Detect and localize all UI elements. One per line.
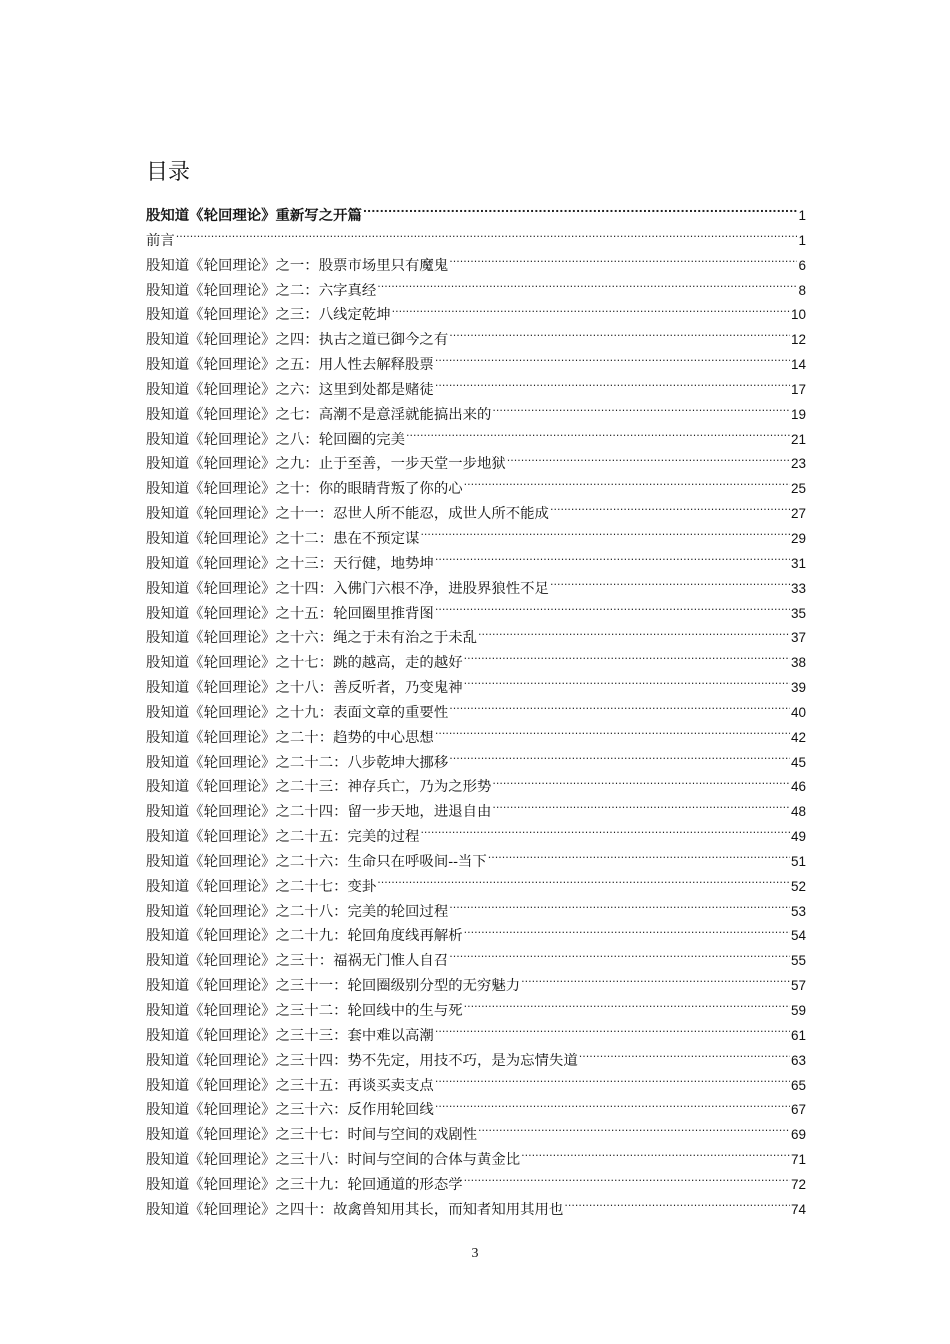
toc-entry-page: 14 (790, 357, 806, 373)
toc-title: 目录 (146, 160, 191, 185)
toc-entry-title: 股知道《轮回理论》之十六：绳之于未有治之于未乱 (146, 630, 477, 647)
toc-entry-page: 65 (790, 1077, 806, 1093)
toc-entry-title: 股知道《轮回理论》之二十七：变卦 (146, 878, 377, 895)
toc-entry[interactable] (146, 577, 806, 602)
toc-entry[interactable] (146, 1198, 806, 1223)
toc-entry-title: 股知道《轮回理论》之十八：善反听者，乃变鬼神 (146, 680, 463, 697)
toc-entry[interactable] (146, 1148, 806, 1173)
toc-entry[interactable] (146, 651, 806, 676)
toc-entry-page: 38 (790, 655, 806, 671)
toc-entry-page: 39 (790, 680, 806, 696)
toc-entry-page: 51 (790, 853, 806, 869)
toc-entry-page: 27 (790, 506, 806, 522)
dot-leader (420, 827, 790, 841)
dot-leader (420, 529, 790, 543)
toc-entry-title: 股知道《轮回理论》之二十八：完美的轮回过程 (146, 903, 449, 920)
dot-leader (492, 802, 790, 816)
toc-entry-title: 股知道《轮回理论》之六：这里到处都是赌徒 (146, 381, 434, 398)
toc-entry[interactable] (146, 378, 806, 403)
toc-entry-title: 股知道《轮回理论》之三十二：轮回线中的生与死 (146, 1003, 463, 1019)
toc-entry-title: 股知道《轮回理论》之十九：表面文章的重要性 (146, 704, 449, 721)
toc-entry-title: 股知道《轮回理论》之四：执古之道已御今之有 (146, 332, 449, 349)
toc-entry[interactable] (146, 602, 806, 627)
dot-leader (176, 230, 798, 244)
toc-entry-page: 12 (790, 332, 806, 348)
toc-entry[interactable] (146, 726, 806, 751)
toc-entry-title: 股知道《轮回理论》之十：你的眼睛背叛了你的心 (146, 481, 463, 498)
dot-leader (377, 280, 797, 294)
toc-entry[interactable] (146, 279, 806, 304)
dot-leader (449, 752, 790, 766)
toc-entry-title: 股知道《轮回理论》之十五：轮回圈里推背图 (146, 605, 434, 622)
dot-leader (435, 1075, 790, 1089)
toc-entry[interactable] (146, 999, 806, 1024)
toc-entry-title: 股知道《轮回理论》之二十：趋势的中心思想 (146, 729, 434, 746)
toc-entry-page: 19 (790, 406, 806, 422)
toc-entry-page: 53 (790, 903, 806, 919)
toc-entry-title: 股知道《轮回理论》之三十四：势不先定，用技不巧，是为忘情失道 (146, 1052, 578, 1069)
toc-entry[interactable] (146, 353, 806, 378)
toc-entry-title: 股知道《轮回理论》之八：轮回圈的完美 (146, 431, 406, 448)
dot-leader (464, 678, 790, 692)
toc-entry-page: 31 (790, 555, 806, 571)
toc-entry[interactable] (146, 1024, 806, 1049)
dot-leader (521, 1150, 790, 1164)
toc-entry[interactable] (146, 676, 806, 701)
toc-entry-title: 股知道《轮回理论》之三十七：时间与空间的戏剧性 (146, 1127, 477, 1144)
dot-leader (478, 1125, 790, 1139)
toc-entry-title: 股知道《轮回理论》之二十六：生命只在呼吸间--当下 (146, 853, 487, 870)
toc-entry[interactable] (146, 403, 806, 428)
toc-entry-page: 63 (790, 1052, 806, 1068)
toc-entry[interactable] (146, 254, 806, 279)
toc-entry[interactable] (146, 527, 806, 552)
dot-leader (478, 628, 790, 642)
toc-entry-page: 61 (790, 1027, 806, 1043)
dot-leader (492, 404, 790, 418)
toc-entry-page: 21 (790, 431, 806, 447)
dot-leader (435, 727, 790, 741)
dot-leader (464, 1175, 790, 1189)
toc-entry-page: 29 (790, 530, 806, 546)
toc-entry-page: 35 (790, 605, 806, 621)
toc-entry-page: 71 (790, 1152, 806, 1168)
toc-entry-page: 1 (798, 232, 806, 248)
toc-entry[interactable] (146, 477, 806, 502)
toc-entry[interactable] (146, 328, 806, 353)
page-number: 3 (471, 1246, 479, 1261)
toc-entry-page: 55 (790, 953, 806, 969)
dot-leader (435, 380, 790, 394)
toc-entry[interactable] (146, 949, 806, 974)
toc-entry[interactable] (146, 775, 806, 800)
toc-entry-title: 股知道《轮回理论》之三：八线定乾坤 (146, 307, 391, 324)
toc-entry-title: 股知道《轮回理论》之五：用人性去解释股票 (146, 357, 434, 374)
dot-leader (464, 479, 790, 493)
toc-entry-page: 59 (790, 1003, 806, 1018)
toc-entry[interactable] (146, 229, 806, 254)
toc-entry[interactable] (146, 974, 806, 999)
toc-entry-page: 37 (790, 630, 806, 646)
toc-entry-page: 48 (790, 804, 806, 820)
toc-entry[interactable] (146, 924, 806, 949)
toc-entry[interactable] (146, 428, 806, 453)
toc-entry-title: 股知道《轮回理论》之三十五：再谈买卖支点 (146, 1077, 434, 1094)
toc-entry-page: 6 (798, 257, 806, 273)
toc-list (146, 204, 806, 1223)
toc-entry-title: 股知道《轮回理论》之四十：故禽兽知用其长，而知者知用其用也 (146, 1201, 564, 1218)
toc-entry-page: 46 (790, 779, 806, 795)
dot-leader (449, 702, 790, 716)
dot-leader (435, 1100, 790, 1114)
toc-entry-page: 45 (790, 754, 806, 770)
dot-leader (449, 951, 790, 965)
toc-entry-title: 股知道《轮回理论》之二十三：神存兵亡，乃为之形势 (146, 779, 492, 796)
dot-leader (435, 1025, 790, 1039)
toc-entry[interactable] (146, 875, 806, 900)
dot-leader (464, 1001, 790, 1015)
toc-entry-title: 股知道《轮回理论》之二十九：轮回角度线再解析 (146, 928, 463, 945)
dot-leader (449, 330, 790, 344)
toc-entry-title: 股知道《轮回理论》之二：六字真经 (146, 282, 377, 299)
toc-entry-title: 股知道《轮回理论》之三十三：套中难以高潮 (146, 1027, 434, 1044)
dot-leader (521, 976, 790, 990)
dot-leader (564, 1199, 790, 1213)
dot-leader (363, 206, 798, 220)
dot-leader (377, 876, 790, 890)
toc-entry[interactable] (146, 825, 806, 850)
toc-entry-page: 8 (798, 282, 806, 298)
toc-entry-page: 49 (790, 829, 806, 845)
toc-entry-page: 74 (790, 1201, 806, 1217)
toc-entry[interactable] (146, 701, 806, 726)
toc-entry[interactable] (146, 626, 806, 651)
toc-entry-title: 股知道《轮回理论》之十七：跳的越高，走的越好 (146, 655, 463, 672)
toc-entry-page: 54 (790, 928, 806, 944)
toc-entry-page: 23 (790, 456, 806, 472)
toc-entry-title: 股知道《轮回理论》之七：高潮不是意淫就能搞出来的 (146, 406, 492, 423)
dot-leader (492, 777, 790, 791)
toc-entry-title: 股知道《轮回理论》之三十：福祸无门惟人自召 (146, 953, 449, 970)
toc-entry-page: 69 (790, 1127, 806, 1143)
toc-entry-title: 股知道《轮回理论》之一：股票市场里只有魔鬼 (146, 257, 449, 274)
toc-entry-page: 17 (790, 381, 806, 397)
toc-entry-title: 前言 (146, 232, 175, 249)
toc-entry-title: 股知道《轮回理论》之十二：患在不预定谋 (146, 530, 420, 547)
toc-entry[interactable] (146, 552, 806, 577)
dot-leader (449, 901, 790, 915)
toc-entry-page: 67 (790, 1102, 806, 1118)
toc-entry-title: 股知道《轮回理论》之十一：忍世人所不能忍，成世人所不能成 (146, 506, 549, 523)
toc-entry[interactable] (146, 1173, 806, 1198)
dot-leader (435, 553, 790, 567)
dot-leader (579, 1050, 790, 1064)
toc-entry[interactable] (146, 502, 806, 527)
toc-entry-title: 股知道《轮回理论》之九：止于至善，一步天堂一步地狱 (146, 456, 506, 473)
toc-entry-title: 股知道《轮回理论》之二十五：完美的过程 (146, 829, 420, 846)
toc-entry[interactable] (146, 800, 806, 825)
dot-leader (488, 852, 790, 866)
dot-leader (464, 653, 790, 667)
dot-leader (464, 926, 790, 940)
toc-entry-page: 57 (790, 978, 806, 994)
toc-entry[interactable] (146, 751, 806, 776)
toc-entry[interactable] (146, 900, 806, 925)
dot-leader (449, 255, 797, 269)
toc-entry-page: 10 (790, 307, 806, 323)
toc-entry[interactable] (146, 303, 806, 328)
toc-entry-page: 33 (790, 580, 806, 596)
toc-entry-title: 股知道《轮回理论》重新写之开篇 (146, 208, 362, 224)
dot-leader (435, 355, 790, 369)
toc-entry-page: 42 (790, 729, 806, 745)
dot-leader (507, 454, 790, 468)
dot-leader (550, 504, 790, 518)
toc-entry-title: 股知道《轮回理论》之三十六：反作用轮回线 (146, 1102, 434, 1119)
toc-entry[interactable] (146, 204, 806, 229)
toc-entry[interactable] (146, 850, 806, 875)
toc-entry-title: 股知道《轮回理论》之十三：天行健，地势坤 (146, 555, 434, 572)
toc-entry-page: 72 (790, 1176, 806, 1192)
toc-entry-title: 股知道《轮回理论》之二十四：留一步天地，进退自由 (146, 804, 492, 821)
dot-leader (406, 429, 790, 443)
dot-leader (392, 305, 790, 319)
toc-entry-title: 股知道《轮回理论》之二十二：八步乾坤大挪移 (146, 754, 449, 771)
toc-entry-title: 股知道《轮回理论》之十四：入佛门六根不净，进股界狼性不足 (146, 580, 549, 597)
toc-entry-page: 40 (790, 704, 806, 720)
dot-leader (550, 578, 790, 592)
toc-entry-title: 股知道《轮回理论》之三十八：时间与空间的合体与黄金比 (146, 1152, 521, 1169)
toc-entry-page: 52 (790, 878, 806, 894)
toc-entry-title: 股知道《轮回理论》之三十一：轮回圈级别分型的无穷魅力 (146, 978, 521, 995)
toc-entry[interactable] (146, 1098, 806, 1123)
toc-entry-page: 1 (798, 208, 806, 223)
toc-entry-title: 股知道《轮回理论》之三十九：轮回通道的形态学 (146, 1176, 463, 1193)
toc-entry[interactable] (146, 1049, 806, 1074)
dot-leader (435, 603, 790, 617)
toc-entry[interactable] (146, 452, 806, 477)
toc-entry[interactable] (146, 1123, 806, 1148)
toc-entry[interactable] (146, 1074, 806, 1099)
toc-entry-page: 25 (790, 481, 806, 497)
